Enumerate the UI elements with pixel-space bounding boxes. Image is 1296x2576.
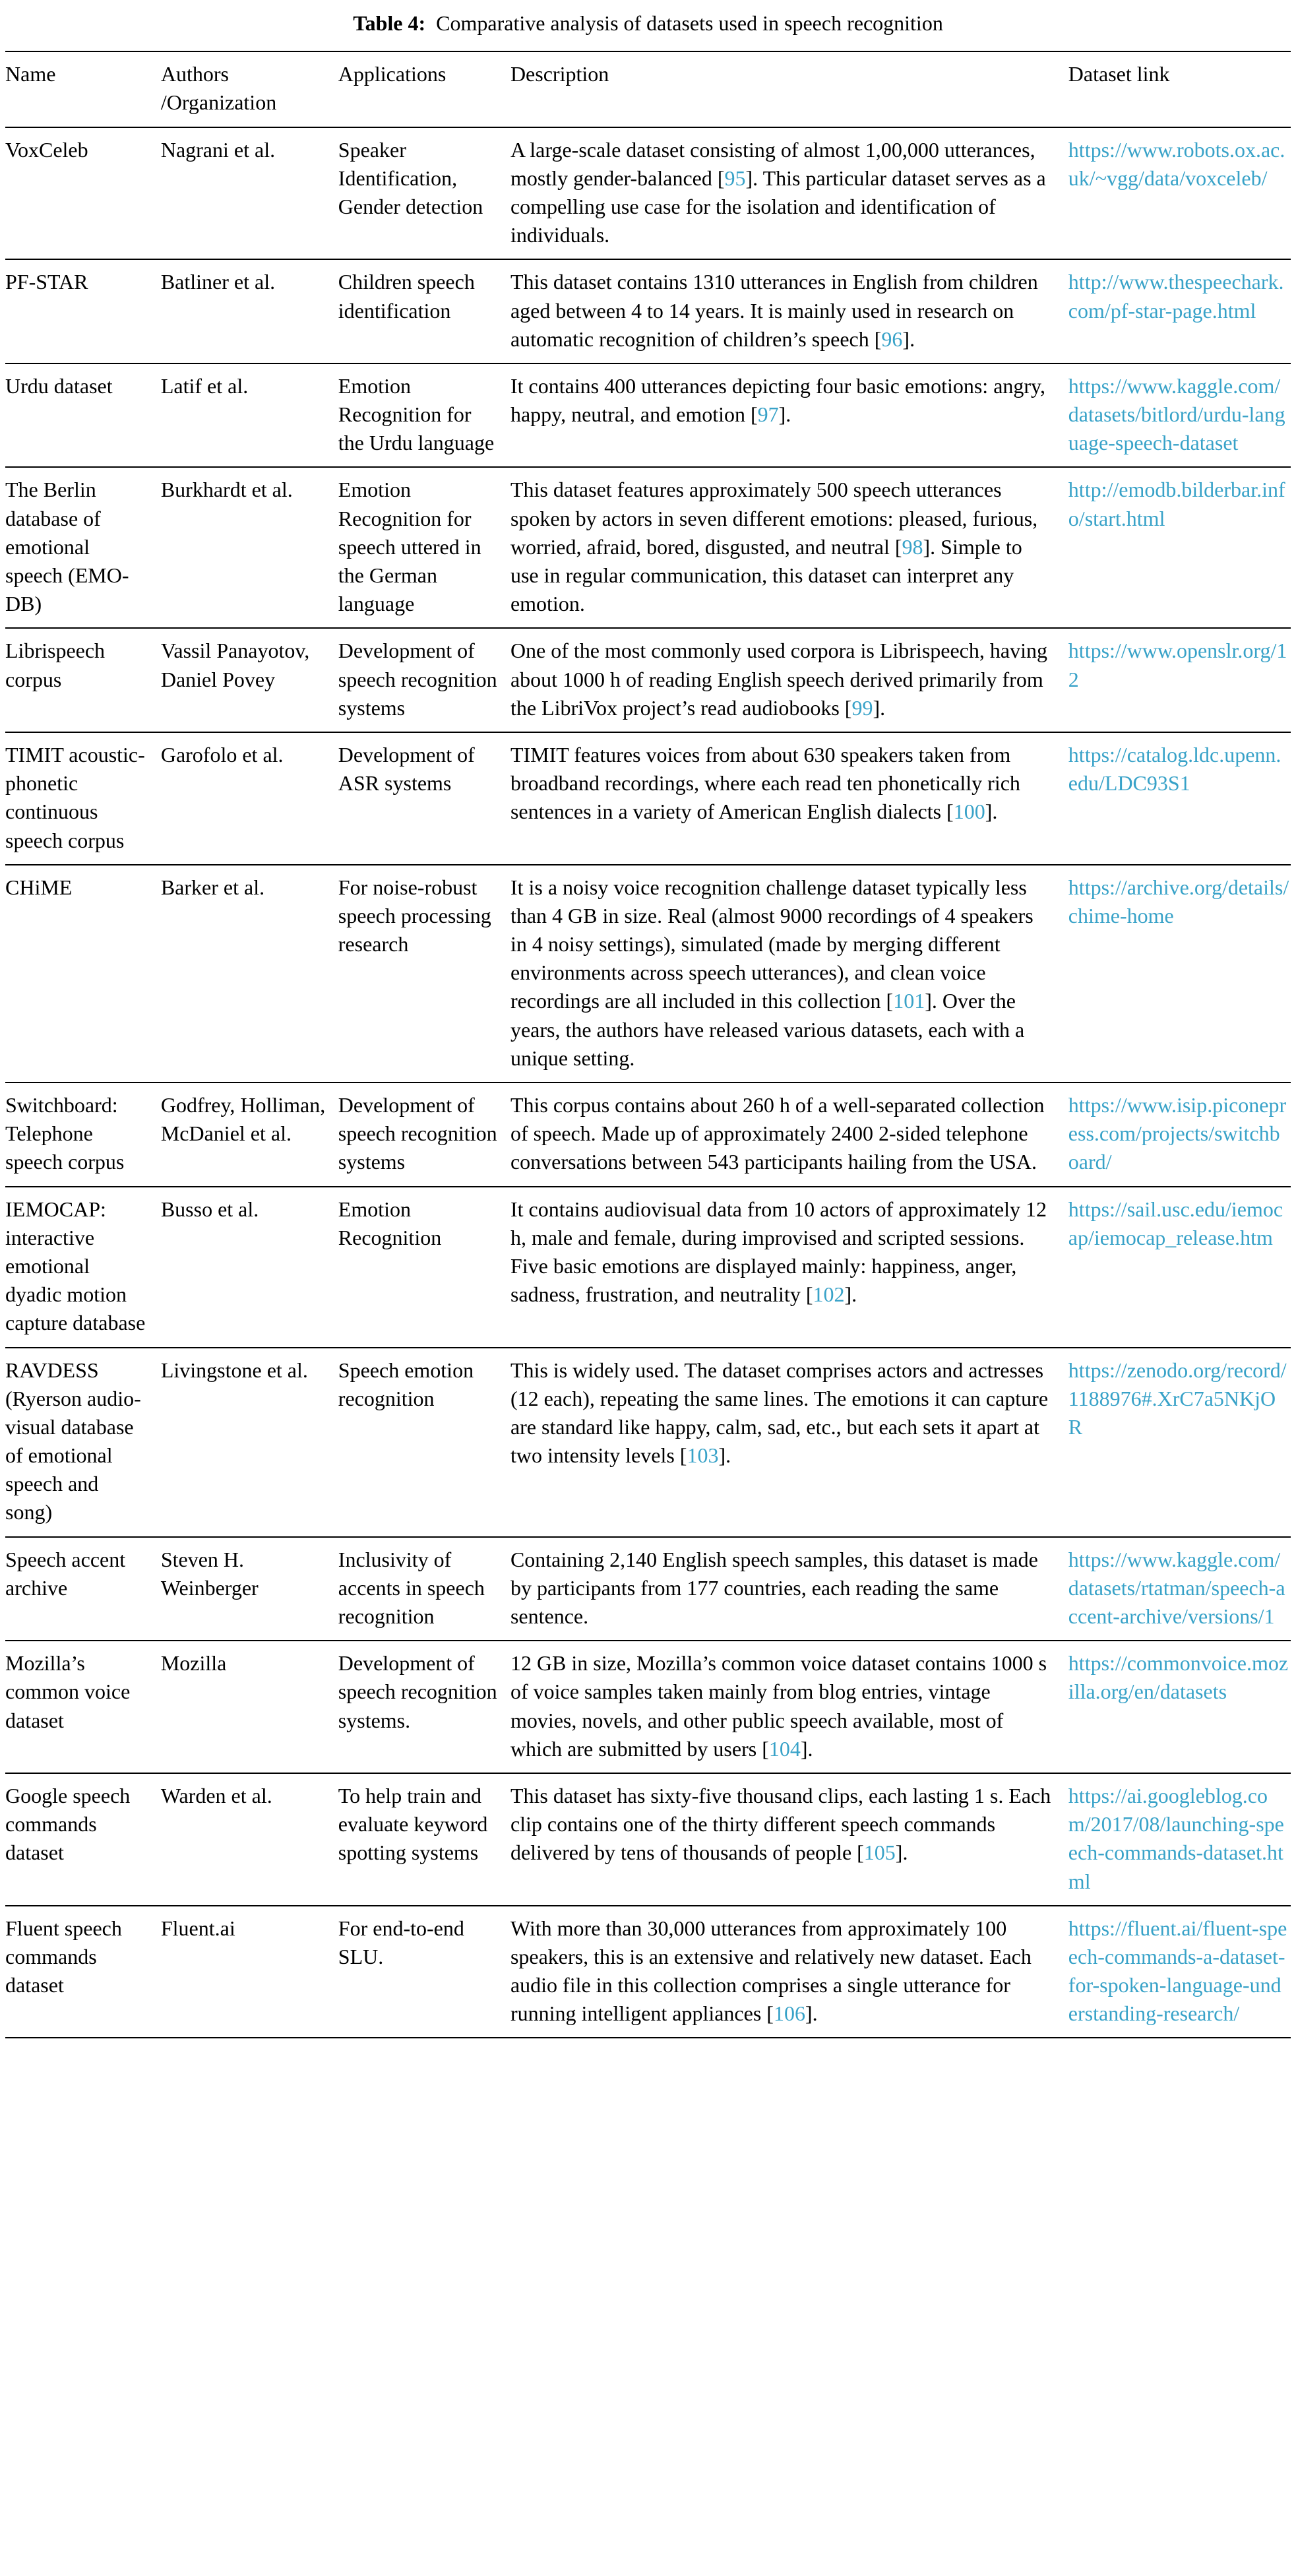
dataset-applications-cell: Children speech identification — [338, 270, 475, 323]
col-header-description: Description — [510, 62, 609, 86]
description-text: This dataset contains 1310 utterances in English from children aged between 4 to 14 years. It is mainly used in research on automatic recognition of children’s speech [ — [510, 270, 1038, 351]
dataset-description-cell — [510, 732, 1068, 865]
dataset-name-cell: Mozilla’s common voice dataset — [5, 1651, 131, 1732]
dataset-authors-cell: Busso et al. — [160, 1197, 259, 1221]
dataset-link-cell — [1068, 259, 1291, 363]
dataset-link[interactable]: https://archive.org/details/chime-home — [1068, 875, 1289, 927]
dataset-name-cell: RAVDESS (Ryerson audio-visual database of emotional speech and song) — [5, 1358, 141, 1524]
dataset-description-cell — [510, 865, 1068, 1083]
dataset-authors-cell: Livingstone et al. — [160, 1358, 308, 1382]
table-row — [5, 1641, 1291, 1773]
dataset-description-cell — [510, 1083, 1068, 1187]
dataset-applications-cell: For noise-robust speech processing research — [338, 875, 491, 957]
description-text: This corpus contains about 260 h of a well-separated collection of speech. Made up of approximately 2400 2-sided telephone conversations between 543 participants hailing from the USA. — [510, 1093, 1045, 1174]
dataset-link[interactable]: https://www.kaggle.com/datasets/rtatman/speech-accent-archive/versions/1 — [1068, 1547, 1285, 1628]
dataset-link-cell — [1068, 1906, 1291, 2038]
dataset-applications-cell: Development of speech recognition systems. — [338, 1651, 497, 1732]
description-text: This is widely used. The dataset comprises actors and actresses (12 each), repeating the same lines. The emotions it can capture are standard like happy, calm, sad, etc., but each sets it apart at two intensity levels [ — [510, 1358, 1049, 1468]
dataset-link-cell — [1068, 732, 1291, 865]
table-row — [5, 259, 1291, 363]
dataset-authors-cell: Steven H. Weinberger — [160, 1547, 259, 1600]
table-header-row — [5, 51, 1291, 127]
dataset-description-cell — [510, 1773, 1068, 1906]
dataset-authors-cell: Garofolo et al. — [160, 742, 284, 767]
datasets-table — [5, 51, 1291, 2038]
table-row — [5, 732, 1291, 865]
dataset-link-cell — [1068, 467, 1291, 628]
dataset-link[interactable]: https://www.isip.piconepress.com/projects/switchboard/ — [1068, 1093, 1287, 1174]
dataset-applications-cell: Inclusivity of accents in speech recognition — [338, 1547, 485, 1628]
dataset-description-cell — [510, 628, 1068, 732]
col-header-dataset-link: Dataset link — [1068, 62, 1170, 86]
table-row — [5, 1773, 1291, 1906]
dataset-authors-cell: Godfrey, Holliman, McDaniel et al. — [160, 1093, 326, 1146]
description-text-cont: ]. — [985, 800, 998, 824]
dataset-link-cell — [1068, 1641, 1291, 1773]
dataset-name-cell: PF-STAR — [5, 270, 88, 294]
dataset-authors-cell: Barker et al. — [160, 875, 265, 899]
table-caption-text: Comparative analysis of datasets used in speech recognition — [436, 11, 943, 35]
citation-link[interactable]: 95 — [724, 166, 746, 190]
dataset-link-cell — [1068, 1083, 1291, 1187]
dataset-applications-cell: Speech emotion recognition — [338, 1358, 474, 1410]
description-text: One of the most commonly used corpora is Librispeech, having about 1000 h of reading English speech derived primarily from the LibriVox project’s read audiobooks [ — [510, 639, 1047, 720]
dataset-link-cell — [1068, 363, 1291, 468]
dataset-description-cell — [510, 1348, 1068, 1537]
description-text: With more than 30,000 utterances from approximately 100 speakers, this is an extensive and relatively new dataset. Each audio file in this collection comprises a single utterance for running intelligent appliances [ — [510, 1916, 1032, 2026]
dataset-applications-cell: Speaker Identification, Gender detection — [338, 137, 483, 218]
dataset-description-cell — [510, 1187, 1068, 1348]
col-header-applications: Applications — [338, 62, 447, 86]
dataset-link-cell — [1068, 628, 1291, 732]
description-text: It contains 400 utterances depicting four basic emotions: angry, happy, neutral, and emotion [ — [510, 373, 1045, 427]
dataset-authors-cell: Vassil Panayotov, Daniel Povey — [160, 639, 310, 691]
dataset-name-cell: Speech accent archive — [5, 1547, 126, 1600]
dataset-link[interactable]: https://ai.googleblog.com/2017/08/launching-speech-commands-dataset.html — [1068, 1783, 1284, 1893]
description-text-cont: ]. — [844, 1282, 857, 1307]
dataset-applications-cell: Development of speech recognition systems — [338, 639, 497, 720]
dataset-link-cell — [1068, 865, 1291, 1083]
dataset-link-cell — [1068, 127, 1291, 260]
citation-link[interactable]: 106 — [773, 2001, 805, 2026]
description-text-cont: ]. — [902, 327, 915, 351]
dataset-name-cell: VoxCeleb — [5, 137, 88, 162]
description-text: A large-scale dataset consisting of almost 1,00,000 utterances, mostly gender-balanced [ — [510, 137, 1035, 190]
dataset-description-cell — [510, 1537, 1068, 1641]
description-text: 12 GB in size, Mozilla’s common voice dataset contains 1000 s of voice samples taken mainly from blog entries, vintage movies, novels, and other public speech available, most of which are submitted by users [ — [510, 1651, 1047, 1761]
dataset-authors-cell: Burkhardt et al. — [160, 478, 293, 502]
dataset-description-cell — [510, 1906, 1068, 2038]
dataset-name-cell: Switchboard: Telephone speech corpus — [5, 1093, 125, 1174]
dataset-name-cell: Urdu dataset — [5, 373, 113, 398]
table-caption — [5, 9, 1291, 38]
description-text: Containing 2,140 English speech samples, this dataset is made by participants from 177 countries, each reading the same sentence. — [510, 1547, 1038, 1628]
table-row — [5, 467, 1291, 628]
dataset-link[interactable]: https://fluent.ai/fluent-speech-commands-a-dataset-for-spoken-language-understanding-research/ — [1068, 1916, 1287, 2026]
dataset-link[interactable]: http://emodb.bilderbar.info/start.html — [1068, 478, 1285, 530]
citation-link[interactable]: 97 — [757, 402, 779, 427]
dataset-description-cell — [510, 467, 1068, 628]
dataset-name-cell: The Berlin database of emotional speech (EMO-DB) — [5, 478, 129, 616]
dataset-applications-cell: Emotion Recognition for the Urdu language — [338, 373, 495, 455]
table-row — [5, 1187, 1291, 1348]
citation-link[interactable]: 101 — [893, 989, 925, 1013]
description-text: It contains audiovisual data from 10 actors of approximately 12 h, male and female, during improvised and scripted sessions. Five basic emotions are displayed mainly: happiness, anger, sadness, frustration, and neutrality [ — [510, 1197, 1047, 1307]
dataset-name-cell: Google speech commands dataset — [5, 1783, 131, 1865]
citation-link[interactable]: 96 — [881, 327, 903, 351]
dataset-applications-cell: Development of speech recognition systems — [338, 1093, 497, 1174]
dataset-name-cell: Librispeech corpus — [5, 639, 106, 691]
dataset-link[interactable]: https://catalog.ldc.upenn.edu/LDC93S1 — [1068, 742, 1281, 796]
dataset-link-cell — [1068, 1348, 1291, 1537]
description-text-cont: ]. — [800, 1736, 813, 1761]
citation-link[interactable]: 100 — [953, 800, 985, 824]
dataset-applications-cell: Emotion Recognition — [338, 1197, 442, 1249]
dataset-link[interactable]: https://commonvoice.mozilla.org/en/datasets — [1068, 1651, 1289, 1704]
table-row — [5, 127, 1291, 260]
dataset-link[interactable]: https://zenodo.org/record/1188976#.XrC7a5NKjOR — [1068, 1358, 1287, 1439]
table-row — [5, 865, 1291, 1083]
dataset-link-cell — [1068, 1773, 1291, 1906]
citation-link[interactable]: 99 — [851, 695, 873, 720]
dataset-description-cell — [510, 259, 1068, 363]
description-text-cont: ]. Simple to use in regular communication, this dataset can interpret any emotion. — [510, 534, 1022, 616]
dataset-description-cell — [510, 363, 1068, 468]
dataset-applications-cell: For end-to-end SLU. — [338, 1916, 464, 1968]
description-text-cont: ]. — [718, 1443, 731, 1468]
dataset-authors-cell: Latif et al. — [160, 373, 249, 398]
dataset-link-cell — [1068, 1537, 1291, 1641]
dataset-name-cell: TIMIT acoustic-phonetic continuous speech corpus — [5, 742, 145, 852]
table-row — [5, 628, 1291, 732]
col-header-name: Name — [5, 62, 56, 86]
dataset-description-cell — [510, 1641, 1068, 1773]
dataset-link[interactable]: http://www.thespeechark.com/pf-star-page.html — [1068, 270, 1284, 323]
description-text: TIMIT features voices from about 630 speakers taken from broadband recordings, where each read ten phonetically rich sentences in a variety of American English dialects [ — [510, 742, 1020, 824]
description-text: This dataset features approximately 500 speech utterances spoken by actors in seven different emotions: pleased, furious, worried, afraid, bored, disgusted, and neutral [ — [510, 478, 1038, 559]
dataset-authors-cell: Batliner et al. — [160, 270, 276, 294]
citation-link[interactable]: 105 — [863, 1840, 896, 1865]
dataset-link[interactable]: https://www.robots.ox.ac.uk/~vgg/data/voxceleb/ — [1068, 137, 1285, 190]
dataset-authors-cell: Fluent.ai — [160, 1916, 235, 1940]
dataset-applications-cell: Emotion Recognition for speech uttered in the German language — [338, 478, 481, 616]
table-row — [5, 1083, 1291, 1187]
dataset-authors-cell: Nagrani et al. — [160, 137, 276, 162]
citation-link[interactable]: 102 — [813, 1282, 845, 1307]
dataset-link[interactable]: https://www.kaggle.com/datasets/bitlord/urdu-language-speech-dataset — [1068, 373, 1285, 455]
citation-link[interactable]: 98 — [902, 534, 923, 559]
citation-link[interactable]: 103 — [687, 1443, 719, 1468]
dataset-applications-cell: Development of ASR systems — [338, 742, 475, 796]
dataset-name-cell: CHiME — [5, 875, 73, 899]
description-text-cont: ]. — [805, 2001, 818, 2026]
description-text-cont: ]. This particular dataset serves as a compelling use case for the isolation and identification of individuals. — [510, 166, 1046, 247]
description-text-cont: ]. — [778, 402, 791, 427]
dataset-link[interactable]: https://sail.usc.edu/iemocap/iemocap_release.htm — [1068, 1197, 1283, 1249]
dataset-description-cell — [510, 127, 1068, 260]
table-row — [5, 1906, 1291, 2038]
description-text: This dataset has sixty-five thousand clips, each lasting 1 s. Each clip contains one of the thirty different speech commands delivered by tens of thousands of people [ — [510, 1783, 1051, 1865]
dataset-link-cell — [1068, 1187, 1291, 1348]
dataset-link[interactable]: https://www.openslr.org/12 — [1068, 639, 1287, 691]
citation-link[interactable]: 104 — [768, 1736, 801, 1761]
description-text-cont: ]. Over the years, the authors have released various datasets, each with a unique setting. — [510, 989, 1025, 1070]
description-text-cont: ]. — [895, 1840, 908, 1865]
description-text-cont: ]. — [873, 695, 886, 720]
dataset-applications-cell: To help train and evaluate keyword spotting systems — [338, 1783, 488, 1865]
table-row — [5, 1348, 1291, 1537]
col-header-authors: Authors /Organization — [160, 62, 277, 115]
description-text: It is a noisy voice recognition challenge dataset typically less than 4 GB in size. Real (almost 9000 recordings of 4 speakers in 4 noisy settings), simulated (made by merging different environments across speech utterances), and clean voice recordings are all included in this collection [ — [510, 875, 1034, 1013]
dataset-authors-cell: Warden et al. — [160, 1783, 272, 1807]
dataset-name-cell: Fluent speech commands dataset — [5, 1916, 122, 1997]
table-row — [5, 363, 1291, 468]
table-caption-label: Table 4: — [353, 11, 426, 35]
dataset-name-cell: IEMOCAP: interactive emotional dyadic motion capture database — [5, 1197, 146, 1335]
table-row — [5, 1537, 1291, 1641]
dataset-authors-cell: Mozilla — [160, 1651, 227, 1676]
